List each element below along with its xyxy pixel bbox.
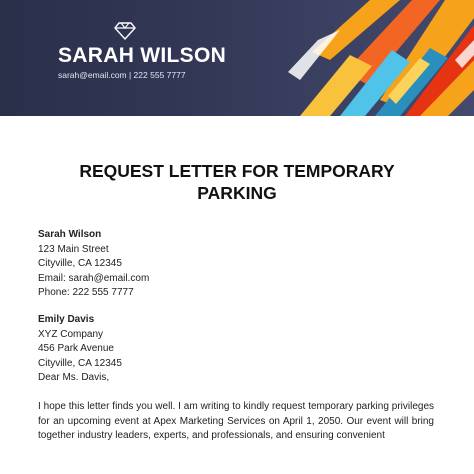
sender-city: Cityville, CA 12345: [38, 258, 122, 269]
recipient-street: 456 Park Avenue: [38, 343, 114, 354]
header-contact-line: sarah@email.com | 222 555 7777: [58, 70, 186, 80]
document-title-line-1: REQUEST LETTER FOR TEMPORARY: [79, 161, 395, 181]
recipient-city: Cityville, CA 12345: [38, 357, 122, 369]
letter-body-paragraph: I hope this letter finds you well. I am writing to kindly request temporary parking privileges for an upcoming event at Apex Marketing Services on April 1, 2050. Our event will bring together industry leaders, experts, and professionals, and ensuring convenient: [38, 401, 434, 441]
letter-salutation: Dear Ms. Davis,: [38, 372, 110, 383]
letterhead-banner: [0, 0, 474, 116]
recipient-name: Emily Davis: [38, 314, 95, 325]
sender-name: Sarah Wilson: [38, 229, 102, 240]
sender-street: 123 Main Street: [38, 243, 109, 255]
sender-name-heading: SARAH WILSON: [58, 44, 227, 67]
recipient-address-block: [38, 313, 122, 371]
sender-email: Email: sarah@email.com: [38, 272, 150, 284]
diamond-outline-icon: [114, 21, 136, 41]
document-title-line-2: PARKING: [197, 183, 277, 203]
sender-phone: Phone: 222 555 7777: [38, 287, 134, 298]
recipient-company: XYZ Company: [38, 328, 104, 340]
sender-address-block: [38, 228, 149, 301]
document-title: [40, 160, 434, 204]
